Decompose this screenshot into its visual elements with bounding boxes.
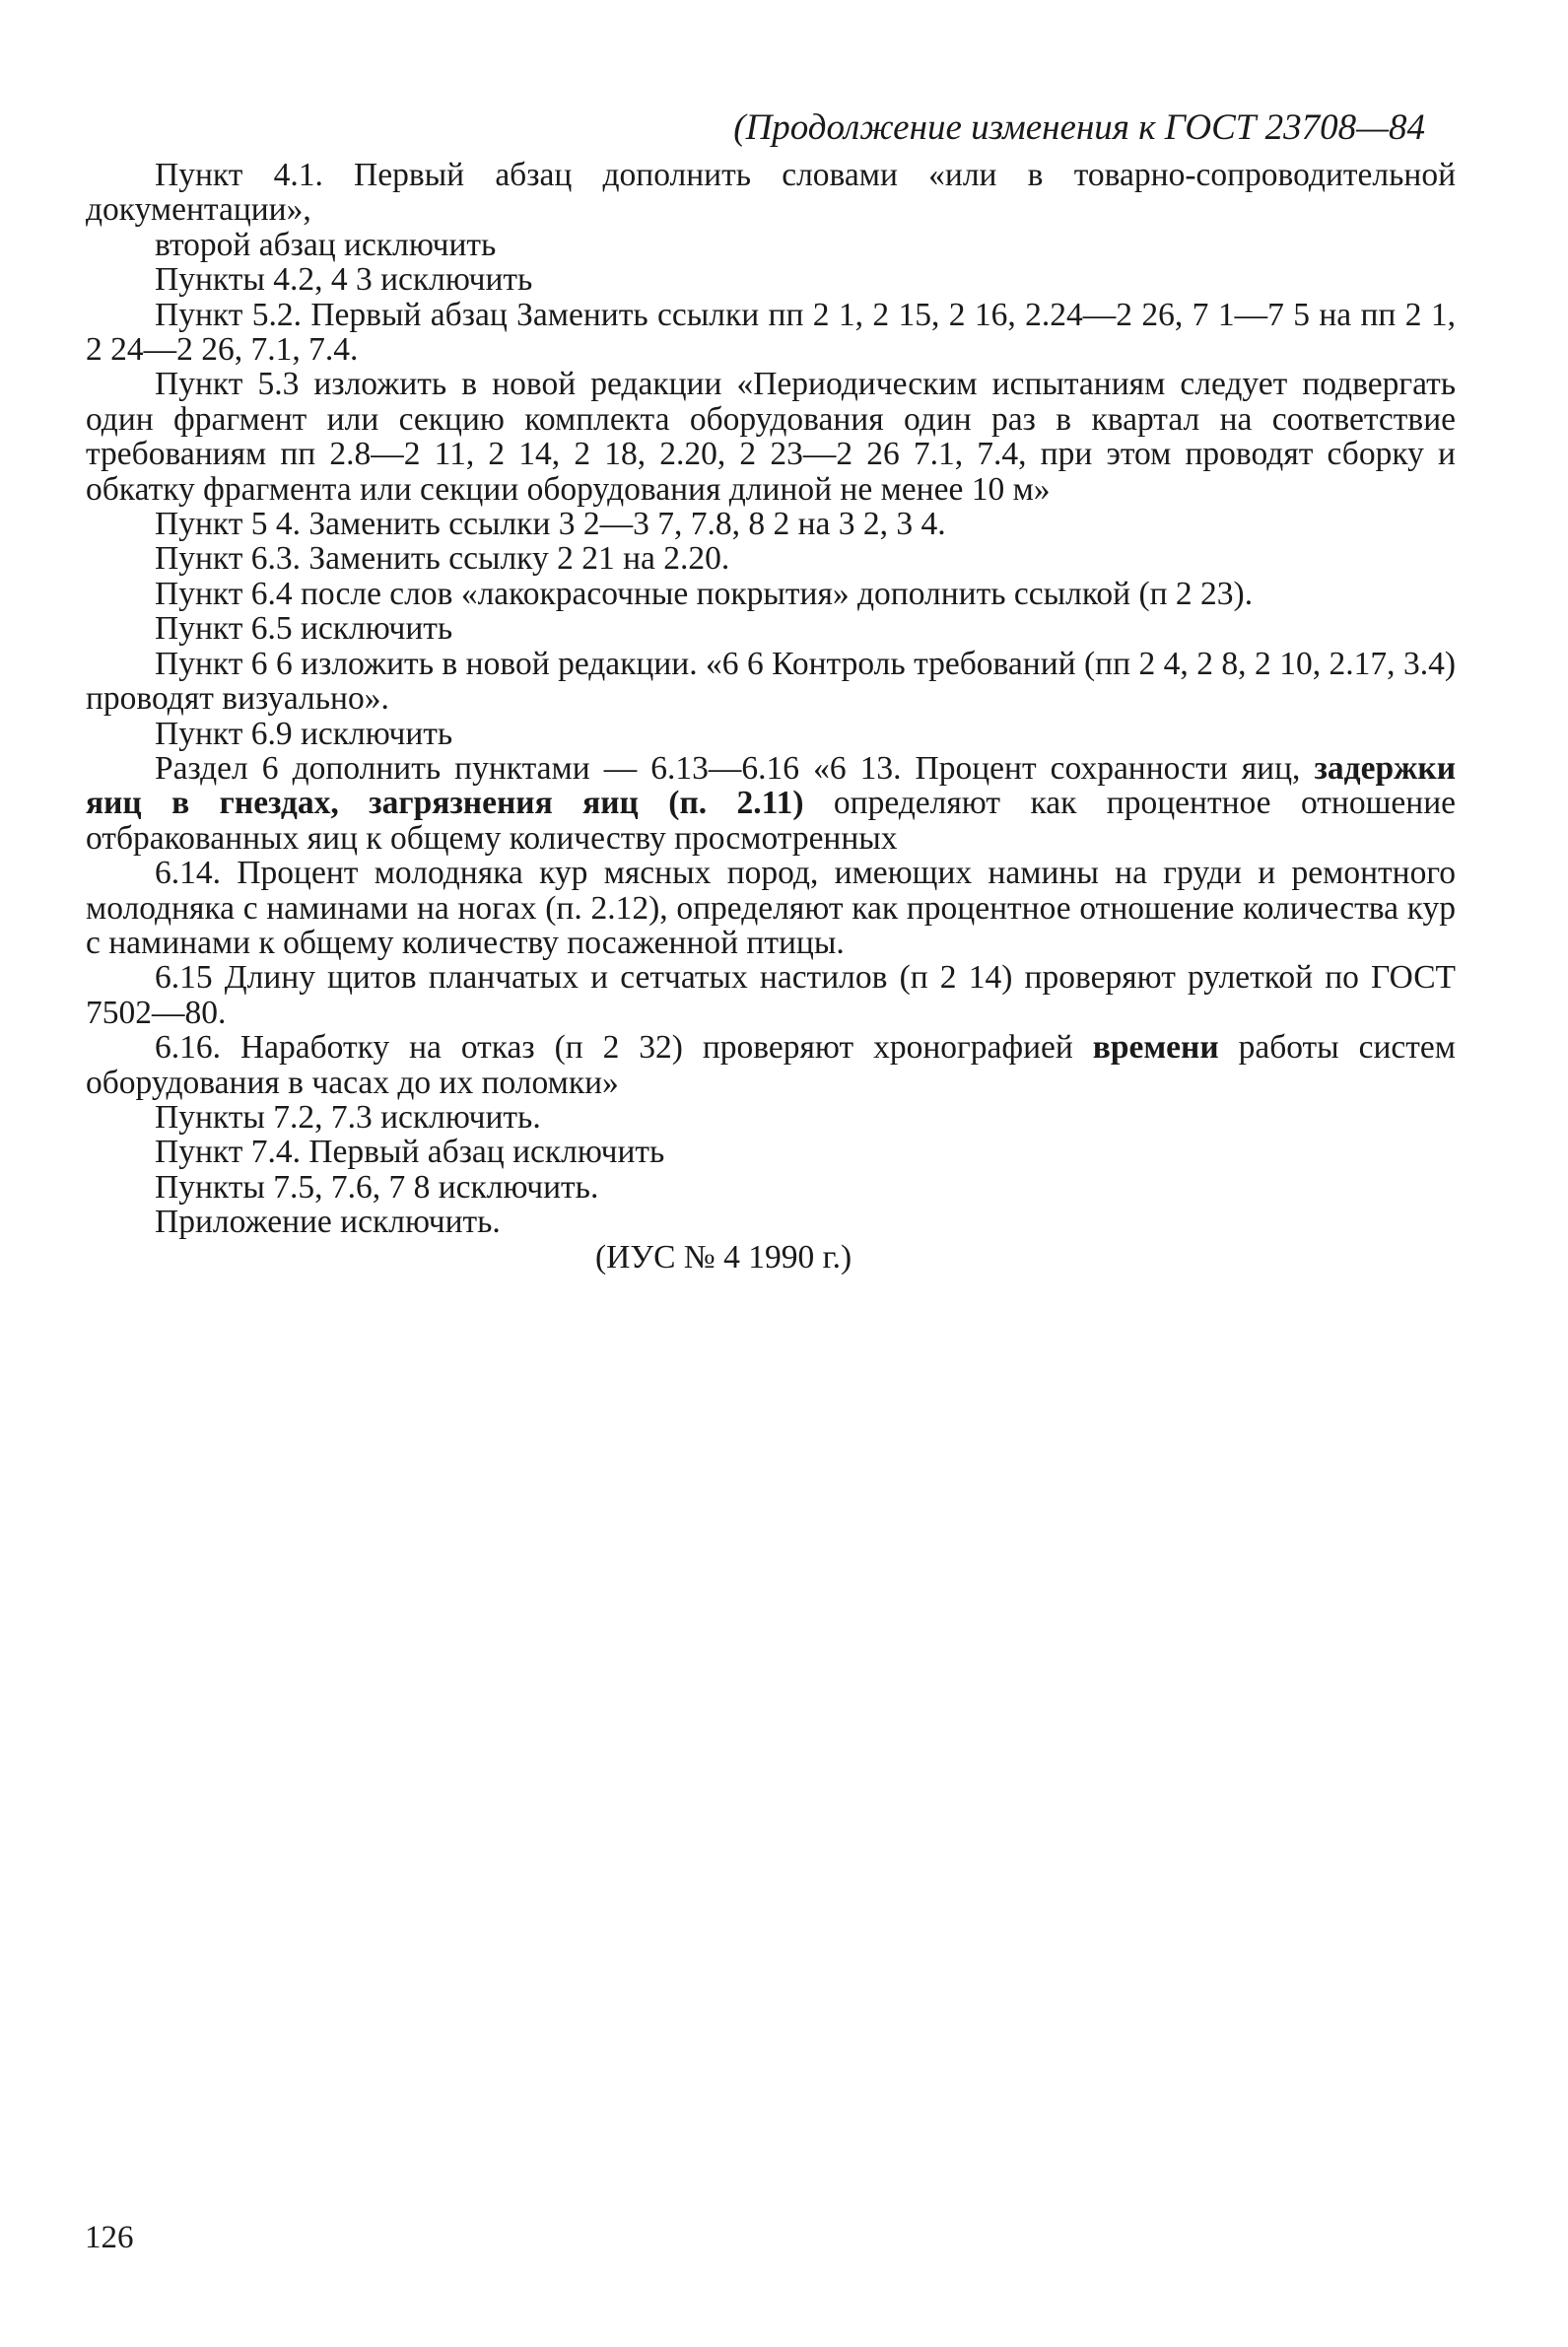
paragraph-6-16-start: 6.16. Наработку на отказ (п 2 32) проверяют хронографией — [155, 1029, 1073, 1067]
paragraph-5-3: Пункт 5.3 изложить в новой редакции «Периодическим испытаниям следует подвергать один фрагмент или секцию комплекта оборудования один раз в квартал на соответствие требованиям пп 2.8—2 11, 2 14, 2 18, 2.20, 2 23—2 26 7.1, 7.4, при этом проводят сборку и обкатку фрагмента или секции оборудования длиной не менее 10 м» — [86, 366, 1456, 508]
paragraph-7-5: Пункты 7.5, 7.6, 7 8 исключить. — [155, 1168, 599, 1206]
paragraph-5-4: Пункт 5 4. Заменить ссылки 3 2—3 7, 7.8, 8 2 на 3 2, 3 4. — [155, 506, 946, 543]
paragraph-6-16-end: работы систем оборудования в часах до их поломки» — [86, 1029, 1456, 1101]
paragraph-6-9: Пункт 6.9 исключить — [155, 715, 453, 752]
paragraph-5-2: Пункт 5.2. Первый абзац Заменить ссылки пп 2 1, 2 15, 2 16, 2.24—2 26, 7 1—7 5 на пп 2 1, 2 24—2 26, 7.1, 7.4. — [86, 296, 1456, 369]
paragraph-6-4: Пункт 6.4 после слов «лакокрасочные покрытия» дополнить ссылкой (п 2 23). — [155, 575, 1254, 612]
paragraph-6-15: 6.15 Длину щитов планчатых и сетчатых настилов (п 2 14) проверяют рулеткой по ГОСТ 7502—80. — [86, 959, 1456, 1031]
paragraph-6-6: Пункт 6 6 изложить в новой редакции. «6 6 Контроль требований (пп 2 4, 2 8, 2 10, 2.17, 3.4) проводят визуально». — [86, 645, 1456, 718]
paragraph-6-3: Пункт 6.3. Заменить ссылку 2 21 на 2.20. — [155, 540, 730, 578]
paragraph-6-16-bold: времени — [1092, 1029, 1219, 1067]
paragraph-7-2: Пункты 7.2, 7.3 исключить. — [155, 1098, 541, 1136]
paragraph-6-16 — [86, 1030, 1456, 1100]
paragraph-7-4: Пункт 7.4. Первый абзац исключить — [155, 1134, 665, 1171]
source-note: (ИУС № 4 1990 г.) — [595, 1238, 852, 1276]
page-number: 126 — [85, 2220, 134, 2255]
section-6-tail: определяют как процентное отношение отбракованных яиц к общему количеству просмотренных — [86, 785, 1456, 857]
paragraph-appendix: Приложение исключить. — [155, 1204, 501, 1241]
paragraph-second-abzac: второй абзац исключить — [155, 226, 497, 263]
paragraph-4-2: Пункты 4.2, 4 3 исключить — [155, 261, 533, 299]
paragraph-section-6 — [86, 751, 1456, 856]
paragraph-6-5: Пункт 6.5 исключить — [155, 610, 453, 648]
paragraph-6-14: 6.14. Процент молодняка кур мясных пород, имеющих намины на груди и ремонтного молодняка с наминами на ногах (п. 2.12), определяют как процентное отношение количества кур с наминами к общему количеству посаженной птицы. — [86, 855, 1456, 961]
section-6-bold: задержки яиц в гнездах, загрязнения яиц (п. 2.11) — [86, 749, 1457, 822]
document-body — [86, 158, 1456, 1275]
page-header: (Продолжение изменения к ГОСТ 23708—84 — [733, 107, 1425, 148]
section-6-intro: Раздел 6 дополнить пунктами — 6.13—6.16 «6 13. Процент сохранности яиц, — [155, 749, 1301, 787]
paragraph-4-1: Пункт 4.1. Первый абзац дополнить словами «или в товарно-сопроводительной документации», — [86, 157, 1456, 229]
